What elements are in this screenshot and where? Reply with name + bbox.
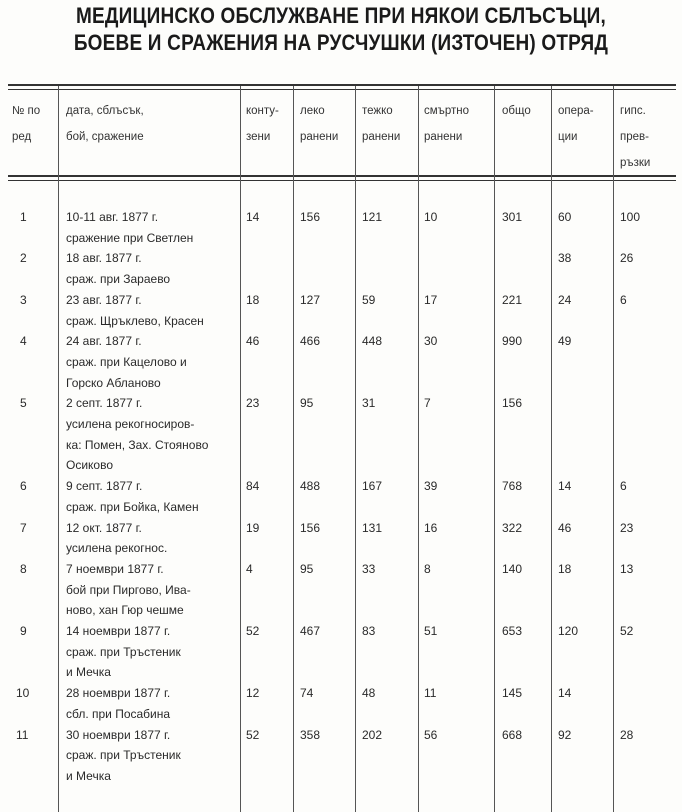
cell-mortally-wounded: 56 [424,727,438,742]
table-row [0,290,682,331]
cell-mortally-wounded: 8 [424,561,431,576]
cell-heavy-wounded: 448 [362,334,383,349]
cell-total: 301 [502,210,523,224]
table-row [0,683,682,724]
cell-operations: 14 [558,479,572,494]
cell-contused: 52 [246,727,260,742]
column-header-line: ции [558,131,578,143]
cell-contused: 19 [246,520,260,535]
cell-mortally-wounded: 10 [424,210,438,224]
event-description-line: сражение при Светлен [66,230,194,245]
cell-total: 653 [502,624,523,639]
event-description-line: сраж. при Зараево [66,272,171,287]
event-description-line: и Мечка [66,768,111,783]
event-description-line: 28 ноември 1877 г. [66,686,171,701]
column-header [558,98,594,150]
title-line-1: МЕДИЦИНСКО ОБСЛУЖВАНЕ ПРИ НЯКОИ СБЛЪСЪЦИ, [76,4,606,29]
column-header-line: дата, сблъсък, [66,105,144,117]
column-header-line: ред [12,131,32,143]
cell-mortally-wounded: 7 [424,396,431,411]
column-header [620,98,650,176]
event-description-line: сраж. Щръклево, Красен [66,313,204,328]
event-description [66,683,238,724]
event-description [66,725,238,787]
cell-mortally-wounded: 30 [424,334,438,349]
event-description [66,207,238,248]
cell-heavy-wounded: 33 [362,561,376,576]
table-row [0,393,682,476]
row-number: 8 [20,561,27,576]
cell-total: 140 [502,561,523,576]
event-description [66,559,238,621]
column-header [12,98,40,150]
event-description-line: ново, хан Гюр чешме [66,603,184,618]
event-description [66,248,238,289]
event-description-line: 23 авг. 1877 г. [66,292,142,307]
column-header-line: смъртно [424,105,470,117]
cell-operations: 60 [558,210,572,224]
event-description [66,393,238,476]
row-number: 11 [16,727,29,742]
column-header [300,98,338,150]
event-description-line: 14 ноември 1877 г. [66,624,171,639]
table-row [0,725,682,787]
event-description-line: 7 ноември 1877 г. [66,561,164,576]
event-description-line: ка: Помен, Зах. Стояново [66,437,209,452]
column-header [66,98,144,150]
cell-light-wounded: 488 [300,479,321,494]
column-header-line: общо [502,105,531,117]
cell-total: 768 [502,479,523,494]
cell-operations: 18 [558,561,572,576]
cell-contused: 84 [246,479,260,494]
row-number: 5 [20,396,27,411]
cell-heavy-wounded: 131 [362,520,383,535]
column-header-line: ръзки [620,157,651,169]
event-description-line: 30 ноември 1877 г. [66,727,171,742]
cell-total: 322 [502,520,523,535]
column-header-line: прев- [620,131,649,143]
event-description-line: сраж. при Бойка, Камен [66,499,199,514]
cell-heavy-wounded: 59 [362,292,376,307]
column-header [502,98,531,124]
cell-contused: 14 [246,210,260,224]
table-row [0,476,682,517]
event-description-line: бой при Пиргово, Ива- [66,582,191,597]
cell-light-wounded: 95 [300,561,314,576]
column-header-line: ранени [362,131,401,143]
column-header-line: леко [300,105,325,117]
cell-heavy-wounded: 31 [362,396,376,411]
cell-contused: 52 [246,624,260,639]
cell-contused: 23 [246,396,260,411]
column-header-line: ранени [424,131,463,143]
table-row [0,621,682,683]
cell-mortally-wounded: 39 [424,479,438,494]
cell-light-wounded: 156 [300,520,321,535]
cell-operations: 120 [558,624,579,639]
cell-light-wounded: 466 [300,334,321,349]
event-description-line: 10-11 авг. 1877 г. [66,210,159,224]
cell-heavy-wounded: 202 [362,727,383,742]
cell-operations: 49 [558,334,572,349]
event-description-line: 24 авг. 1877 г. [66,334,142,349]
cell-light-wounded: 127 [300,292,321,307]
cell-heavy-wounded: 121 [362,210,383,224]
column-header-line: зени [246,131,271,143]
header-bottom-rule-thin [8,180,676,181]
cell-light-wounded: 95 [300,396,314,411]
cell-plaster-casts: 6 [620,292,627,307]
column-header-line: ранени [300,131,339,143]
column-header [424,98,469,150]
column-header [362,98,400,150]
event-description-line: 18 авг. 1877 г. [66,251,142,266]
title-line-2: БОЕВЕ И СРАЖЕНИЯ НА РУСЧУШКИ (ИЗТОЧЕН) ОТРЯД [73,31,609,56]
event-description [66,476,238,517]
table-row [0,248,682,289]
cell-contused: 12 [246,686,260,701]
table-top-rule [8,84,676,86]
cell-light-wounded: 467 [300,624,321,639]
cell-total: 145 [502,686,523,701]
cell-contused: 46 [246,334,260,349]
event-description-line: Осиково [66,458,114,473]
cell-operations: 46 [558,520,572,535]
event-description-line: 12 окт. 1877 г. [66,520,142,535]
event-description-line: сраж. при Кацелово и [66,354,187,369]
row-number: 10 [16,686,30,701]
row-number: 4 [20,334,27,349]
column-header-line: конту- [246,105,279,117]
row-number: 2 [20,251,27,266]
row-number: 9 [20,624,27,639]
event-description-line: сбл. при Посабина [66,706,171,721]
event-description-line: сраж. при Тръстеник [66,748,181,763]
table-row [0,518,682,559]
table-row [0,559,682,621]
event-description [66,331,238,393]
cell-operations: 38 [558,251,572,266]
cell-heavy-wounded: 48 [362,686,376,701]
row-number: 1 [20,210,27,224]
cell-plaster-casts: 23 [620,520,634,535]
cell-plaster-casts: 13 [620,561,634,576]
column-header-line: гипс. [620,105,646,117]
cell-total: 221 [502,292,523,307]
event-description-line: и Мечка [66,665,111,680]
cell-total: 990 [502,334,523,349]
event-description [66,290,238,331]
cell-plaster-casts: 28 [620,727,634,742]
cell-plaster-casts: 26 [620,251,634,266]
cell-contused: 18 [246,292,260,307]
table-row [0,207,682,248]
column-header-line: № по [12,105,41,117]
table-body [0,207,682,787]
cell-operations: 92 [558,727,572,742]
event-description-line: усилена рекогнос. [66,541,168,556]
cell-mortally-wounded: 16 [424,520,438,535]
cell-mortally-wounded: 17 [424,292,438,307]
row-number: 7 [20,520,27,535]
cell-plaster-casts: 52 [620,624,634,639]
cell-contused: 4 [246,561,253,576]
header-bottom-rule [8,175,676,177]
cell-light-wounded: 74 [300,686,314,701]
cell-plaster-casts: 6 [620,479,627,494]
event-description-line: Горско Абланово [66,375,161,390]
cell-light-wounded: 156 [300,210,321,224]
cell-total: 668 [502,727,523,742]
cell-plaster-casts: 100 [620,210,641,224]
cell-heavy-wounded: 167 [362,479,383,494]
row-number: 6 [20,479,27,494]
event-description [66,518,238,559]
cell-mortally-wounded: 51 [424,624,438,639]
table-row [0,331,682,393]
cell-operations: 14 [558,686,572,701]
column-header-line: опера- [558,105,594,117]
event-description-line: 9 септ. 1877 г. [66,479,143,494]
event-description-line: сраж. при Тръстеник [66,644,181,659]
column-header [246,98,279,150]
cell-heavy-wounded: 83 [362,624,376,639]
cell-mortally-wounded: 11 [424,686,437,701]
column-header-line: бой, сражение [66,131,144,143]
column-header-line: тежко [362,105,393,117]
table-top-rule-thin [8,89,676,90]
event-description-line: 2 септ. 1877 г. [66,396,143,411]
cell-light-wounded: 358 [300,727,321,742]
event-description-line: усилена рекогносиров- [66,417,195,432]
cell-total: 156 [502,396,523,411]
event-description [66,621,238,683]
row-number: 3 [20,292,27,307]
cell-operations: 24 [558,292,572,307]
